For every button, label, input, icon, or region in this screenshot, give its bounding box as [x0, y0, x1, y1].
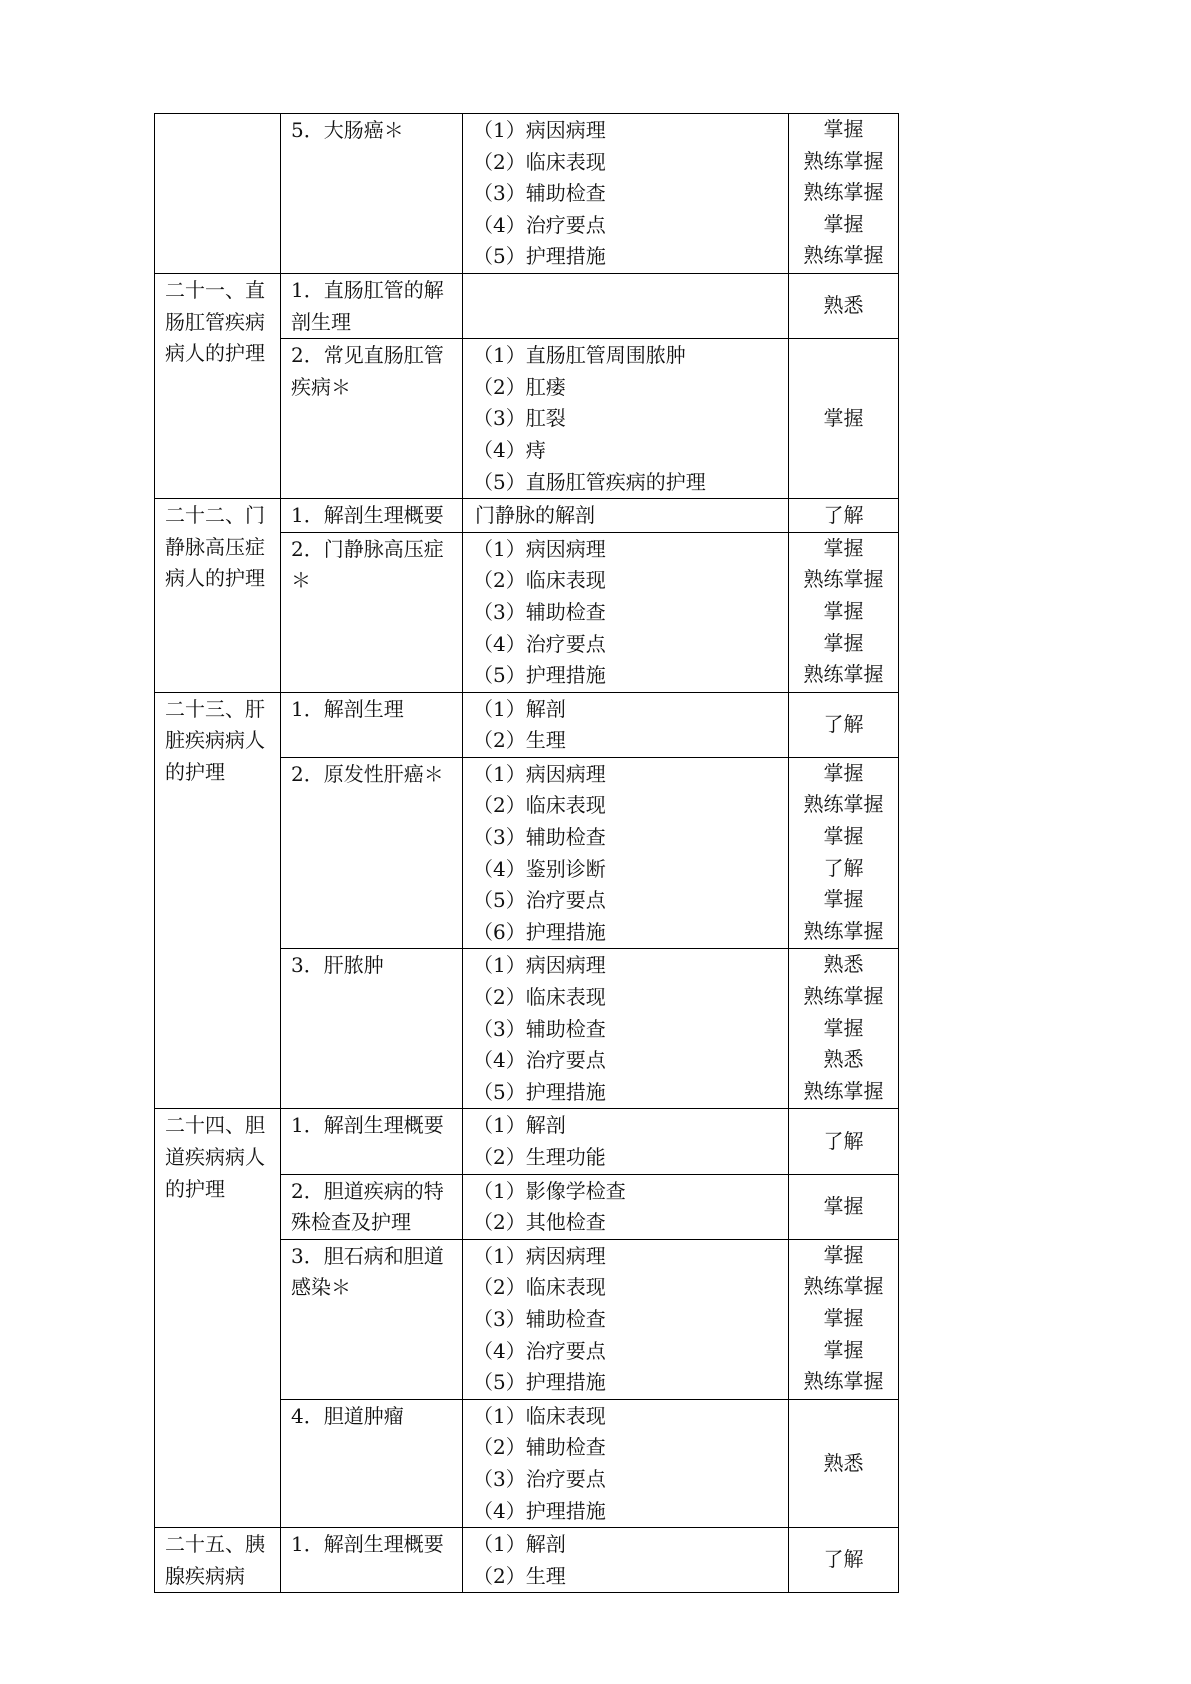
level-item: 掌握 — [823, 1242, 864, 1267]
content-item: （4）治疗要点 — [473, 631, 606, 656]
unit-cell: 1．解剖生理概要 — [281, 1109, 463, 1174]
level-item: 熟练掌握 — [803, 984, 884, 1009]
content-item: （1）病因病理 — [473, 536, 606, 561]
content-item: （3）辅助检查 — [473, 599, 606, 624]
level-cell — [789, 114, 899, 274]
chapter-cell: 二十二、门静脉高压症病人的护理 — [155, 499, 281, 693]
content-item: （5）护理措施 — [473, 244, 606, 269]
content-cell — [463, 1174, 789, 1239]
content-item: （3）辅助检查 — [473, 825, 606, 850]
unit-cell: 2．常见直肠肛管疾病＊ — [281, 339, 463, 499]
level-item: 熟练掌握 — [803, 1274, 884, 1299]
content-item: （2）其他检查 — [473, 1210, 606, 1235]
level-item: 掌握 — [823, 887, 864, 912]
content-item: （5）护理措施 — [473, 1370, 606, 1395]
level-cell — [789, 949, 899, 1109]
content-item: （4）护理措施 — [473, 1498, 606, 1523]
table-row — [155, 1528, 899, 1593]
content-item: （2）辅助检查 — [473, 1435, 606, 1460]
content-cell — [463, 949, 789, 1109]
content-item: （4）治疗要点 — [473, 1048, 606, 1073]
chapter-cell — [155, 114, 281, 274]
chapter-cell: 二十四、胆道疾病病人的护理 — [155, 1109, 281, 1528]
content-item: （2）肛瘘 — [473, 374, 566, 399]
table-row — [155, 114, 899, 274]
unit-cell: 1．直肠肛管的解剖生理 — [281, 273, 463, 338]
level-item: 掌握 — [823, 760, 864, 785]
content-item: （4）鉴别诊断 — [473, 856, 606, 881]
content-item: （5）治疗要点 — [473, 888, 606, 913]
content-item: （2）生理 — [473, 728, 566, 753]
content-cell — [463, 1528, 789, 1593]
level-cell: 了解 — [789, 1109, 899, 1174]
content-item: （3）肛裂 — [473, 406, 566, 431]
content-item: （5）护理措施 — [473, 1079, 606, 1104]
content-item: （1）解剖 — [473, 696, 566, 721]
level-item: 熟练掌握 — [803, 1369, 884, 1394]
level-item: 掌握 — [823, 1305, 864, 1330]
content-cell — [463, 499, 789, 533]
content-item: 门静脉的解剖 — [475, 503, 595, 528]
level-item: 掌握 — [823, 1015, 864, 1040]
unit-cell: 2．门静脉高压症＊ — [281, 532, 463, 692]
level-item: 熟练掌握 — [803, 148, 884, 173]
content-item: （2）临床表现 — [473, 1275, 606, 1300]
content-cell — [463, 1399, 789, 1527]
content-item: （2）生理 — [473, 1563, 566, 1588]
level-item: 熟练掌握 — [803, 180, 884, 205]
table-row — [155, 499, 899, 533]
content-item: （1）病因病理 — [473, 1243, 606, 1268]
level-cell — [789, 757, 899, 949]
table-row — [155, 1109, 899, 1174]
chapter-cell: 二十五、胰腺疾病病 — [155, 1528, 281, 1593]
level-cell: 掌握 — [789, 1174, 899, 1239]
unit-cell: 3．胆石病和胆道感染＊ — [281, 1239, 463, 1399]
level-item: 掌握 — [823, 824, 864, 849]
content-cell — [463, 1109, 789, 1174]
content-cell — [463, 692, 789, 757]
content-item: （5）护理措施 — [473, 663, 606, 688]
content-item: （5）直肠肛管疾病的护理 — [473, 469, 706, 494]
unit-cell: 5．大肠癌＊ — [281, 114, 463, 274]
level-item: 掌握 — [823, 117, 864, 141]
level-item: 掌握 — [823, 1337, 864, 1362]
content-item: （2）临床表现 — [473, 568, 606, 593]
unit-cell: 1．解剖生理概要 — [281, 499, 463, 533]
chapter-cell: 二十三、肝脏疾病病人的护理 — [155, 692, 281, 1109]
unit-cell: 4．胆道肿瘤 — [281, 1399, 463, 1527]
level-item: 掌握 — [823, 598, 864, 623]
level-cell: 熟悉 — [789, 1399, 899, 1527]
level-item: 熟悉 — [823, 1047, 864, 1072]
content-item: （3）辅助检查 — [473, 1306, 606, 1331]
level-item: 掌握 — [823, 535, 864, 560]
content-item: （1）病因病理 — [473, 761, 606, 786]
chapter-cell: 二十一、直肠肛管疾病病人的护理 — [155, 273, 281, 498]
unit-cell: 2．胆道疾病的特殊检查及护理 — [281, 1174, 463, 1239]
content-item: （2）临床表现 — [473, 149, 606, 174]
syllabus-table — [154, 113, 899, 1593]
unit-cell: 1．解剖生理概要 — [281, 1528, 463, 1593]
level-cell: 了解 — [789, 692, 899, 757]
table-row — [155, 273, 899, 338]
content-item: （1）解剖 — [473, 1532, 566, 1557]
level-item: 熟练掌握 — [803, 662, 884, 687]
level-cell — [789, 1239, 899, 1399]
content-item: （1）临床表现 — [473, 1403, 606, 1428]
content-item: （2）临床表现 — [473, 985, 606, 1010]
content-item: （1）病因病理 — [473, 953, 606, 978]
content-cell — [463, 339, 789, 499]
content-cell — [463, 114, 789, 274]
content-item: （4）痔 — [473, 437, 546, 462]
content-item: （3）辅助检查 — [473, 181, 606, 206]
content-cell — [463, 757, 789, 949]
level-item: 熟练掌握 — [803, 918, 884, 943]
content-item: （2）生理功能 — [473, 1145, 606, 1169]
content-item: （6）护理措施 — [473, 919, 606, 944]
unit-cell: 1．解剖生理 — [281, 692, 463, 757]
content-cell — [463, 1239, 789, 1399]
level-cell: 熟悉 — [789, 273, 899, 338]
content-item: （4）治疗要点 — [473, 1338, 606, 1363]
level-cell — [789, 532, 899, 692]
table-row — [155, 692, 899, 757]
content-item: （2）临床表现 — [473, 793, 606, 818]
unit-cell: 3．肝脓肿 — [281, 949, 463, 1109]
content-item: （1）解剖 — [473, 1113, 566, 1138]
unit-cell: 2．原发性肝癌＊ — [281, 757, 463, 949]
content-item: （1）影像学检查 — [473, 1178, 626, 1203]
level-item: 熟练掌握 — [803, 243, 884, 268]
level-cell: 掌握 — [789, 339, 899, 499]
content-cell — [463, 532, 789, 692]
level-item: 熟练掌握 — [803, 567, 884, 592]
level-item: 掌握 — [823, 630, 864, 655]
level-item: 了解 — [823, 855, 864, 880]
content-item: （3）治疗要点 — [473, 1466, 606, 1491]
content-item: （3）辅助检查 — [473, 1016, 606, 1041]
level-item: 熟练掌握 — [803, 792, 884, 817]
level-item: 熟练掌握 — [803, 1078, 884, 1103]
content-cell — [463, 273, 789, 338]
content-item: （1）直肠肛管周围脓肿 — [473, 343, 686, 368]
level-cell: 了解 — [789, 1528, 899, 1593]
level-cell: 了解 — [789, 499, 899, 533]
content-item: （1）病因病理 — [473, 118, 606, 142]
content-item: （4）治疗要点 — [473, 212, 606, 237]
level-item: 掌握 — [823, 211, 864, 236]
level-item: 熟悉 — [823, 952, 864, 977]
